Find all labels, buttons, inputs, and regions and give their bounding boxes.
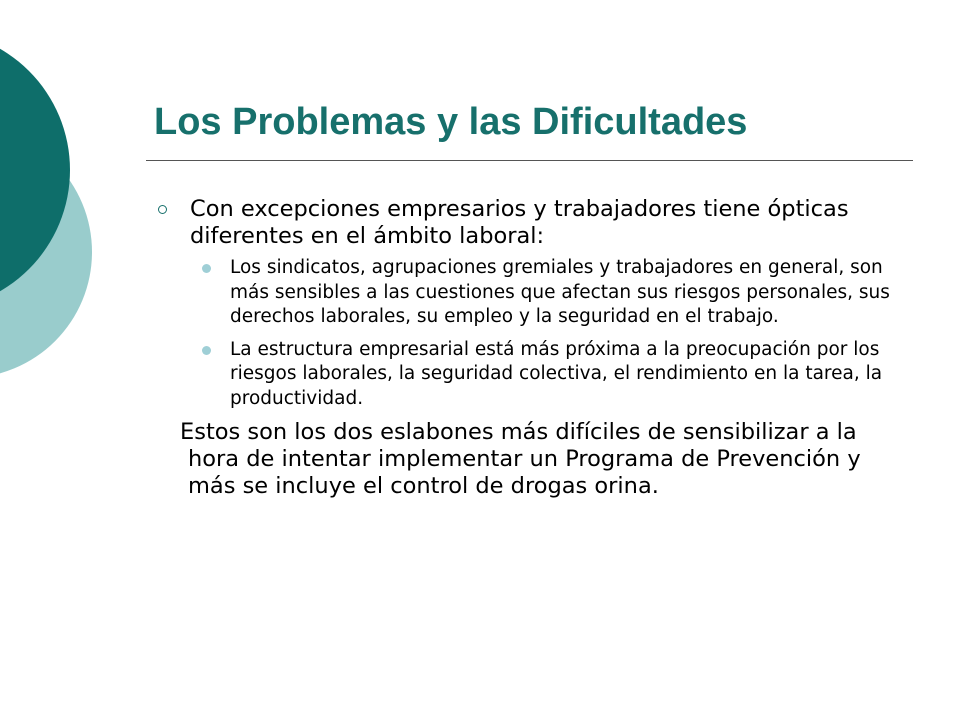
bullet-text: Con excepciones empresarios y trabajadores tiene ópticas diferentes en el ámbito laboral:: [190, 196, 849, 249]
slide-title: Los Problemas y las Dificultades: [154, 101, 748, 143]
slide-body: [154, 196, 914, 500]
subbullet-text: Los sindicatos, agrupaciones gremiales y trabajadores en general, son más sensibles a las cuestiones que afectan sus riesgos personales, sus derechos laborales, su empleo y la seguridad en el trabajo.: [230, 257, 890, 327]
bullet-item: [154, 196, 914, 250]
title-divider: [146, 160, 913, 161]
closing-paragraph: Estos son los dos eslabones más difíciles de sensibilizar a la hora de intentar implementar un Programa de Prevención y más se incluye el control de drogas orina.: [180, 419, 861, 499]
dot-bullet-icon: [202, 346, 211, 355]
subbullet-item: [230, 338, 914, 412]
dot-bullet-icon: [202, 264, 211, 273]
subbullet-list: [154, 256, 914, 411]
subbullet-text: La estructura empresarial está más próxima a la preocupación por los riesgos laborales, la seguridad colectiva, el rendimiento en la tarea, la productividad.: [230, 338, 883, 409]
subbullet-item: [230, 256, 914, 330]
ring-bullet-icon: [158, 205, 167, 214]
